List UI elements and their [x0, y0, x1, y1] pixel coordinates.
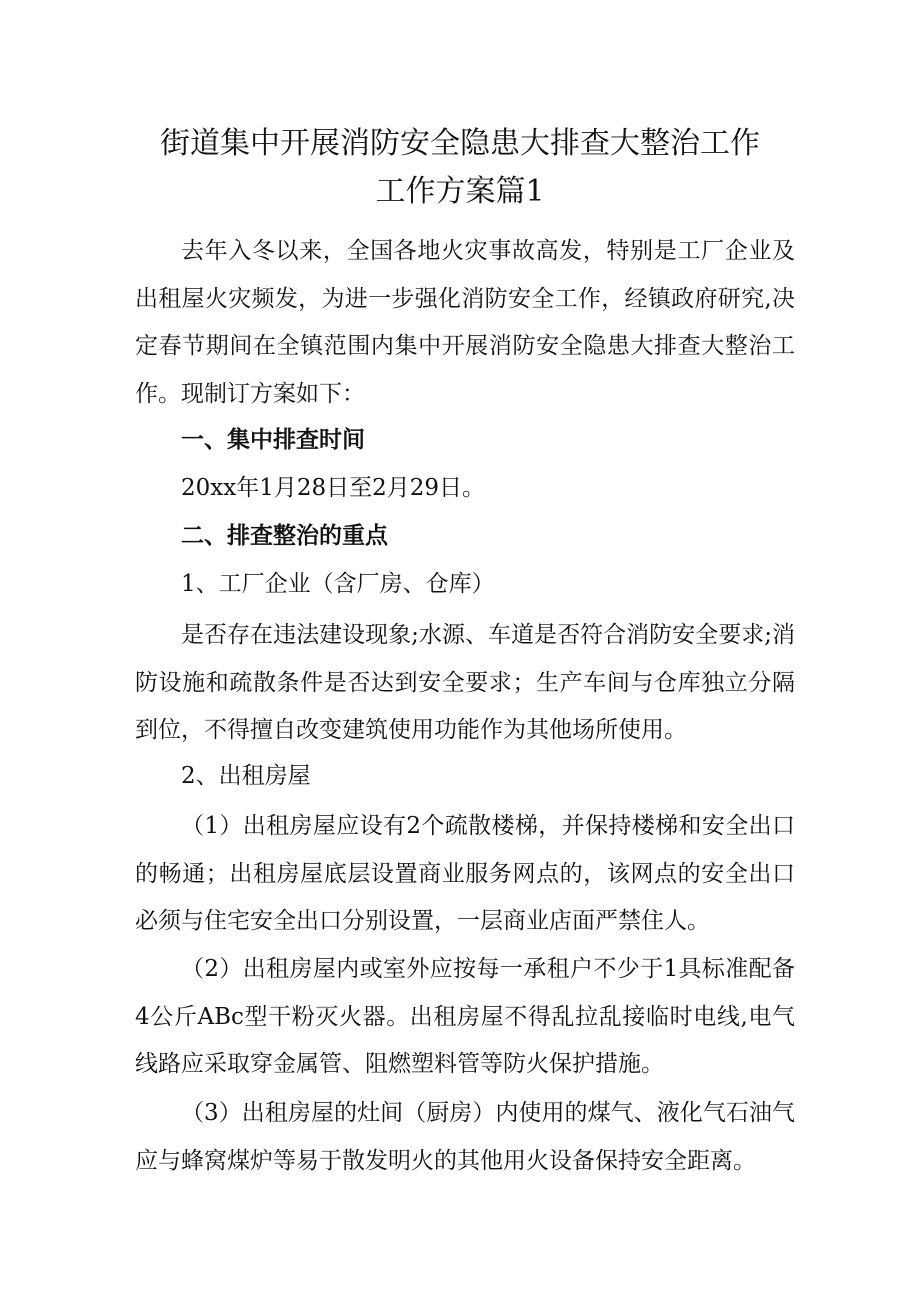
section-1-body: 20xx年1月28日至2月29日。 — [181, 475, 486, 501]
item-1-heading: 1、工厂企业（含厂房、仓库） — [181, 571, 495, 597]
document-title-line-1: 街道集中开展消防安全隐患大排查大整治工作 — [160, 126, 760, 161]
intro-paragraph: 去年入冬以来，全国各地火灾事故高发，特别是工厂企业及出租屋火灾频发，为进一步强化消防安全工作，经镇政府研究,决定春节期间在全镇范围内集中开展消防安全隐患大排查大整治工作。现制订方案如下： — [135, 238, 795, 407]
item-2-point-3: （3）出租房屋的灶间（厨房）内使用的煤气、液化气石油气应与蜂窝煤炉等易于散发明火的其他用火设备保持安全距离。 — [135, 1100, 795, 1174]
item-2-point-2: （2）出租房屋内或室外应按每一承租户不少于1具标准配备4公斤ABc型干粉灭火器。出租房屋不得乱拉乱接临时电线,电气线路应采取穿金属管、阻燃塑料管等防火保护措施。 — [135, 956, 795, 1077]
section-2-heading: 二、排查整治的重点 — [181, 523, 388, 549]
section-1-heading: 一、集中排查时间 — [181, 427, 365, 453]
item-2-point-1: （1）出租房屋应设有2个疏散楼梯，并保持楼梯和安全出口的畅通；出租房屋底层设置商业服务网点的，该网点的安全出口必须与住宅安全出口分别设置，一层商业店面严禁住人。 — [135, 813, 795, 934]
item-2-heading: 2、出租房屋 — [181, 763, 311, 789]
document-title-line-2: 工作方案篇1 — [375, 174, 545, 209]
item-1-body: 是否存在违法建设现象;水源、车道是否符合消防安全要求;消防设施和疏散条件是否达到安全要求；生产车间与仓库独立分隔到位，不得擅自改变建筑使用功能作为其他场所使用。 — [135, 622, 795, 743]
